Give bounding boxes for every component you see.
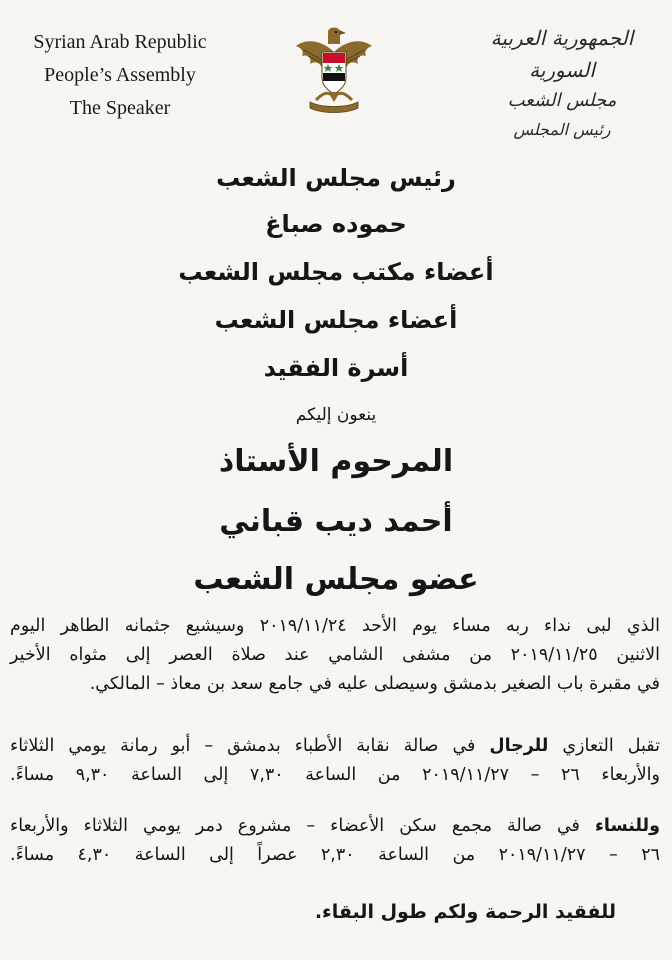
- announcer-office-members: أعضاء مكتب مجلس الشعب: [178, 258, 494, 286]
- women-line-1: [10, 812, 660, 841]
- assembly-name-en: People’s Assembly: [44, 64, 196, 86]
- deceased-title: المرحوم الأستاذ: [218, 444, 454, 479]
- country-name-ar: الجمهورية العربية السورية: [490, 26, 634, 82]
- men-line-2: والأربعاء ٢٦ – ٢٠١٩/١١/٢٧ من الساعة ٧,٣٠ إلى الساعة ٩,٣٠ مساءً.: [10, 765, 660, 785]
- women-condolences-paragraph: [10, 812, 660, 870]
- funeral-line-1: الذي لبى نداء ربه مساء يوم الأحد ٢٠١٩/١١/٢٤ وسيشيع جثمانه الطاهر اليوم: [10, 616, 660, 636]
- women-line-2: ٢٦ – ٢٠١٩/١١/٢٧ من الساعة ٢,٣٠ عصراً إلى الساعة ٤,٣٠ مساءً.: [10, 845, 660, 865]
- closing-line: للفقيد الرحمة ولكم طول البقاء.: [314, 901, 616, 923]
- men-line-1-rest: في صالة نقابة الأطباء بدمشق – أبو رمانة يومي الثلاثاء: [10, 736, 490, 756]
- country-name-en: Syrian Arab Republic: [33, 31, 207, 53]
- announcer-assembly-members: أعضاء مجلس الشعب: [214, 306, 458, 334]
- speaker-title-en: The Speaker: [69, 97, 171, 119]
- women-line-1-rest: في صالة مجمع سكن الأعضاء – مشروع دمر يومي الثلاثاء والأربعاء: [10, 816, 595, 836]
- men-line-1: [10, 732, 660, 761]
- speaker-title-ar: رئيس المجلس: [513, 120, 611, 139]
- men-condolences-paragraph: [10, 732, 660, 790]
- english-letterhead: [10, 26, 230, 125]
- announcer-name: حموده صباغ: [265, 210, 407, 238]
- men-label: للرجال: [489, 736, 549, 756]
- assembly-name-ar: مجلس الشعب: [507, 90, 617, 111]
- eagle-emblem-icon: [292, 22, 376, 118]
- funeral-line-3: في مقبرة باب الصغير بدمشق وسيصلى عليه في جامع سعد بن معاذ – المالكي.: [89, 674, 660, 694]
- men-prefix: تقبل التعازي: [548, 736, 660, 756]
- deceased-role: عضو مجلس الشعب: [193, 562, 479, 597]
- closing-paragraph: [10, 898, 660, 927]
- deceased-name: أحمد ديب قباني: [219, 504, 453, 539]
- women-label: وللنساء: [594, 816, 660, 836]
- arabic-letterhead: [462, 22, 662, 144]
- funeral-details-paragraph: [10, 612, 660, 699]
- announcer-family: أسرة الفقيد: [263, 354, 409, 382]
- intro-text: ينعون إليكم: [295, 405, 377, 425]
- announcer-speaker: رئيس مجلس الشعب: [216, 164, 456, 192]
- funeral-line-2: الاثنين ٢٠١٩/١١/٢٥ من مشفى الشامي عند صلاة العصر إلى مثواه الأخير: [10, 645, 660, 665]
